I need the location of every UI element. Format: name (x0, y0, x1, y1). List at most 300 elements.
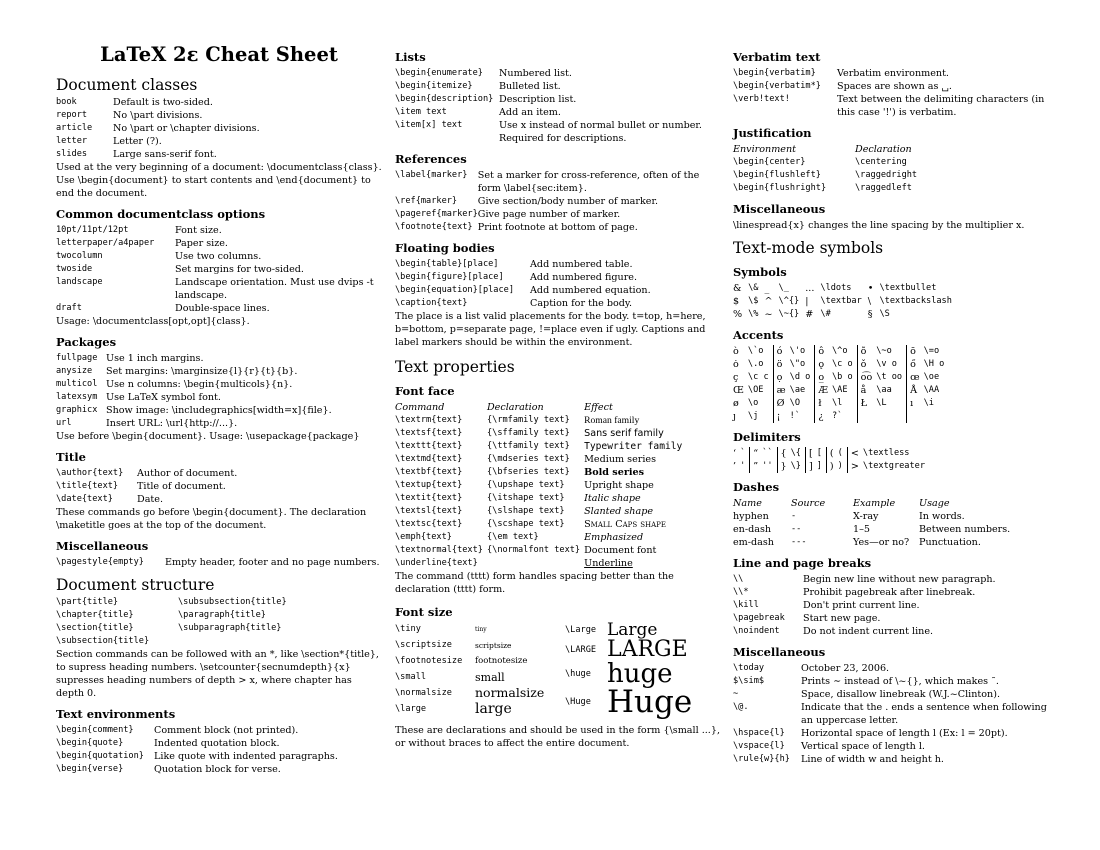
floats-note: The place is a list valid placements for the body. t=top, h=here, b=bottom, p=separate page, !=place even if ugly. Captions and label markers should be within the environment. (395, 311, 706, 348)
table-row (56, 352, 332, 365)
description-cell: Show image: \includegraphics[width=x]{file}. (106, 405, 332, 416)
table-row (395, 505, 686, 518)
command-cell: \i (923, 398, 934, 408)
table-row (733, 93, 1059, 119)
symbols-table (733, 282, 958, 321)
table-row (733, 371, 948, 384)
verbatim-table (733, 67, 1059, 119)
size-command: \normalsize (395, 687, 452, 698)
description-cell: Don't print current line. (803, 600, 920, 611)
description-cell: Default is two-sided. (113, 97, 213, 108)
table-cell: \textit{text} (395, 493, 463, 503)
command-cell: `` (762, 448, 773, 458)
description-cell: Comment block (not printed). (154, 725, 299, 736)
command-cell: \ae (789, 385, 806, 395)
justif-table (733, 143, 917, 195)
table-cell: \begin{flushleft} (733, 170, 821, 180)
table-row (733, 662, 1059, 675)
command-cell: \begin{verse} (56, 764, 124, 774)
command-cell: anysize (56, 366, 93, 376)
table-row (395, 453, 686, 466)
glyph-cell: ^ (764, 296, 773, 307)
table-cell: \textbf{text} (395, 467, 463, 477)
command-cell: \@. (733, 702, 749, 712)
command-cell: \item[x] text (395, 120, 463, 130)
table-row (733, 410, 948, 423)
glyph-cell: ọ (773, 371, 790, 384)
command-cell: \chapter{title} (56, 610, 134, 620)
command-cell: \today (733, 663, 765, 673)
glyph-cell: å (857, 384, 876, 397)
command-cell: \b o (831, 372, 853, 382)
description-cell: Give page number of marker. (477, 209, 621, 220)
column-header: Declaration (486, 402, 544, 413)
table-row (56, 365, 332, 378)
command-cell: latexsym (56, 392, 98, 402)
column-header: Name (733, 498, 762, 509)
glyph-cell: ’ (733, 461, 737, 472)
description-cell: Prints ∼ instead of \~{}, which makes ˜. (801, 676, 999, 687)
glyph-cell: ... (805, 283, 815, 294)
options-note: Usage: \documentclass[opt,opt]{class}. (56, 316, 250, 327)
heading-delimiters: Delimiters (733, 430, 801, 444)
table-row (395, 195, 721, 208)
table-cell: {\itshape text} (486, 493, 565, 503)
table-row (395, 271, 651, 284)
table-row (56, 302, 382, 315)
table-cell: \begin{center} (733, 157, 806, 167)
fontface-note: The command (tttt) form handles spacing better than the declaration (tttt) form. (395, 571, 674, 595)
section-delimiters (733, 430, 1059, 473)
heading-references: References (395, 152, 467, 166)
glyph-cell: ö (773, 358, 790, 371)
command-cell: \$ (748, 296, 759, 306)
command-cell: \textbackslash (879, 296, 952, 306)
table-row (733, 358, 948, 371)
header-row (733, 497, 1010, 510)
table-row (733, 397, 948, 410)
table-row (395, 479, 686, 492)
heading-misc-3: Miscellaneous (733, 645, 826, 659)
table-cell: Emphasized (584, 532, 644, 543)
table-row (733, 447, 929, 460)
glyph-cell: # (805, 309, 814, 320)
table-row (56, 148, 260, 161)
command-cell: \begin{verbatim} (733, 68, 816, 78)
description-cell: Text between the delimiting characters (in this case '!') is verbatim. (837, 94, 1045, 118)
heading-floats: Floating bodies (395, 241, 495, 255)
glyph-cell: ı (907, 397, 924, 410)
table-row (395, 106, 721, 119)
floats-table (395, 258, 651, 310)
heading-font-face: Font face (395, 384, 455, 398)
command-cell: \`o (747, 346, 764, 356)
table-cell: \underline{text} (395, 558, 478, 568)
table-row (56, 609, 287, 622)
command-cell: 10pt/11pt/12pt (56, 225, 129, 235)
section-misc-1 (56, 539, 382, 569)
description-cell: \subsubsection{title} (178, 597, 287, 607)
table-row (565, 687, 692, 718)
table-cell: Punctuation. (919, 537, 981, 548)
table-row (395, 93, 721, 106)
column-header: Source (791, 498, 826, 509)
table-row (733, 345, 948, 358)
command-cell: draft (56, 303, 82, 313)
description-cell: Use 1 inch margins. (106, 353, 204, 364)
size-command: \Huge (565, 697, 591, 707)
command-cell: \begin{comment} (56, 725, 134, 735)
description-cell: Add an item. (499, 107, 561, 118)
table-row (56, 467, 237, 480)
glyph-cell: ( (826, 447, 837, 460)
heading-text-mode-symbols: Text-mode symbols (733, 239, 884, 257)
command-cell: graphicx (56, 405, 98, 415)
description-cell: Horizontal space of length l (Ex: l = 20pt). (801, 728, 1008, 739)
table-row (56, 276, 382, 302)
glyph-cell: Ł (857, 397, 876, 410)
size-sample: huge (607, 659, 673, 689)
description-cell: Set a marker for cross-reference, often of the form \label{sec:item}. (477, 170, 700, 194)
command-cell: \begin{equation}[place] (395, 285, 514, 295)
table-row (733, 67, 1059, 80)
table-row (395, 544, 686, 557)
command-cell: report (56, 110, 88, 120)
table-cell: \textup{text} (395, 480, 463, 490)
column-3 (733, 50, 1059, 773)
table-cell: Underline (584, 558, 633, 569)
description-cell: Empty header, footer and no page numbers. (165, 557, 380, 568)
command-cell: \OE (747, 385, 764, 395)
table-cell: Yes—or no? (853, 537, 910, 548)
table-cell: -- (791, 524, 802, 534)
glyph-cell: Æ (815, 384, 832, 397)
table-cell: Bold series (584, 467, 645, 478)
misc-1-table (56, 556, 380, 569)
docclasses-table (56, 96, 260, 161)
glyph-cell: ¡ (773, 410, 790, 423)
glyph-cell: ] (805, 460, 816, 473)
fontsize-right (565, 622, 692, 718)
command-cell: ) (837, 461, 843, 471)
glyph-cell: ç (733, 372, 739, 383)
command-cell: \j (747, 411, 759, 421)
command-cell: ` (740, 448, 746, 458)
heading-verbatim: Verbatim text (733, 50, 821, 64)
table-cell: {\upshape text} (486, 480, 565, 490)
column-header: Example (853, 498, 896, 509)
glyph-cell: { (777, 447, 791, 460)
table-cell: {\ttfamily text} (486, 441, 570, 451)
column-header: Environment (733, 144, 797, 155)
column-2 (395, 50, 721, 757)
command-cell: \^o (831, 346, 848, 356)
glyph-cell: ó (773, 345, 790, 358)
command-cell: \rule{w}{h} (733, 754, 790, 764)
size-command: \tiny (395, 624, 421, 635)
table-row (395, 427, 686, 440)
table-cell: \textmd{text} (395, 454, 463, 464)
table-row (56, 596, 287, 609)
command-cell: \part{title} (56, 597, 119, 607)
command-cell: \c c (747, 372, 769, 382)
description-cell: Start new page. (803, 613, 881, 624)
table-row (395, 297, 651, 310)
table-row (56, 391, 332, 404)
table-row (56, 109, 260, 122)
command-cell: \'o (789, 346, 806, 356)
description-cell: Title of document. (137, 481, 226, 492)
glyph-cell: [ (805, 447, 816, 460)
command-cell: \textless (862, 448, 910, 458)
description-cell: Line of width w and height h. (801, 754, 944, 765)
command-cell: \footnote{text} (395, 222, 473, 232)
table-row (733, 460, 929, 473)
fontsize-left (395, 622, 565, 718)
table-row (733, 80, 1059, 93)
misc-2-text: \linespread{x} changes the line spacing by the multiplier x. (733, 220, 1025, 231)
title-note: These commands go before \begin{document}. The declaration \maketitle goes at the top of the document. (56, 507, 367, 531)
size-command: \large (395, 703, 427, 714)
table-cell: {\slshape text} (486, 506, 565, 516)
glyph-cell: Å (907, 384, 924, 397)
description-cell: Large sans-serif font. (113, 149, 217, 160)
table-row (733, 675, 1059, 688)
table-cell: In words. (919, 511, 965, 522)
column-header: Declaration (855, 144, 912, 155)
table-cell: Italic shape (584, 493, 641, 504)
heading-symbols: Symbols (733, 265, 787, 279)
section-font-size (395, 605, 721, 750)
table-row (395, 654, 565, 670)
textenv-table (56, 724, 338, 776)
command-cell: ' (740, 461, 746, 471)
table-row (395, 492, 686, 505)
dashes-table (733, 497, 1010, 549)
table-row (395, 284, 651, 297)
refs-table (395, 169, 721, 234)
size-sample: scriptsize (475, 640, 512, 650)
table-row (733, 625, 996, 638)
glyph-cell (907, 410, 924, 423)
size-sample: Huge (607, 684, 693, 720)
description-cell: October 23, 2006. (801, 663, 890, 674)
table-row (733, 753, 1059, 766)
description-cell: Use LaTeX symbol font. (106, 392, 221, 403)
table-row (395, 701, 565, 718)
glyph-cell: ¿ (815, 410, 832, 423)
size-sample: LARGE (607, 637, 688, 662)
table-cell: en-dash (733, 524, 772, 535)
heading-accents: Accents (733, 328, 784, 342)
command-cell: \begin{itemize} (395, 81, 473, 91)
options-table (56, 224, 382, 315)
description-cell: Add numbered figure. (530, 272, 638, 283)
glyph-cell: ‘ (733, 448, 737, 459)
accents-table (733, 345, 948, 423)
command-cell: [ (816, 448, 822, 458)
glyph-cell: ȯ (733, 359, 739, 370)
heading-text-environments: Text environments (56, 707, 176, 721)
heading-document-structure: Document structure (56, 576, 215, 594)
description-cell: Vertical space of length l. (801, 741, 925, 752)
command-cell: \begin{table}[place] (395, 259, 499, 269)
command-cell: multicol (56, 379, 98, 389)
table-row (395, 67, 721, 80)
heading-lists: Lists (395, 50, 426, 64)
table-cell: \textsc{text} (395, 519, 463, 529)
table-row (395, 440, 686, 453)
docstruct-note: Section commands can be followed with an *, like \section*{title}, to supress heading numbers. \setcounter{secnumdepth}{x} supresses heading numbers of depth > x, where chapter has depth 0. (56, 649, 379, 699)
section-text-properties (395, 358, 721, 377)
command-cell: \O (789, 398, 801, 408)
description-cell: Add numbered table. (530, 259, 633, 270)
packages-table (56, 352, 332, 430)
table-row (733, 599, 996, 612)
command-cell: \noindent (733, 626, 780, 636)
command-cell (876, 410, 906, 423)
command-cell: article (56, 123, 93, 133)
table-row (56, 96, 260, 109)
command-cell: \caption{text} (395, 298, 468, 308)
glyph-cell: § (867, 309, 873, 320)
description-cell: Bulleted list. (499, 81, 561, 92)
command-cell: \subsection{title} (56, 636, 150, 646)
command-cell: \textgreater (862, 461, 925, 471)
table-cell: \centering (855, 157, 907, 167)
table-cell: - (791, 511, 797, 521)
section-misc-3 (733, 645, 1059, 766)
table-row (56, 493, 237, 506)
table-cell: \emph{text} (395, 532, 452, 542)
glyph-cell: } (777, 460, 791, 473)
command-cell: \section{title} (56, 623, 134, 633)
table-row (733, 740, 1059, 753)
command-cell: ~ (733, 689, 739, 699)
table-row (733, 586, 996, 599)
command-cell: \AA (923, 385, 940, 395)
delims-table (733, 447, 929, 473)
description-cell: Do not indent current line. (803, 626, 934, 637)
command-cell: letter (56, 136, 88, 146)
description-cell: Paper size. (175, 238, 228, 249)
command-cell: \author{text} (56, 468, 124, 478)
glyph-cell: ō (907, 345, 924, 358)
table-row (56, 263, 382, 276)
title-table (56, 467, 237, 506)
glyph-cell: Œ (733, 385, 744, 396)
heading-justification: Justification (733, 126, 812, 140)
command-cell: \hspace{l} (733, 728, 785, 738)
description-cell: Prohibit pagebreak after linebreak. (803, 587, 976, 598)
table-row (395, 169, 721, 195)
table-cell: Medium series (584, 454, 657, 465)
command-cell: \oe (923, 372, 940, 382)
command-cell: slides (56, 149, 88, 159)
command-cell: \~o (876, 346, 892, 356)
description-cell: Use two columns. (175, 251, 262, 262)
size-command: \LARGE (565, 644, 597, 655)
command-cell: \L (876, 398, 887, 408)
section-references (395, 152, 721, 234)
misc-3-table (733, 662, 1059, 766)
table-row (395, 557, 686, 570)
packages-note: Use before \begin{document}. Usage: \usepackage{package} (56, 431, 360, 442)
fontsize-note: These are declarations and should be used in the form {\small ...}, or without braces to affect the entire document. (395, 725, 721, 749)
description-cell: Set margins for two-sided. (175, 264, 304, 275)
command-cell: \~{} (778, 309, 800, 319)
size-sample: Large (607, 620, 658, 640)
section-symbols (733, 265, 1059, 321)
size-command: \Large (565, 625, 597, 635)
table-cell: \raggedleft (855, 183, 912, 193)
table-row (56, 250, 382, 263)
table-cell: Sans serif family (584, 428, 664, 439)
heading-packages: Packages (56, 335, 117, 349)
section-misc-2 (733, 202, 1059, 232)
table-row (395, 622, 565, 638)
glyph-cell: ) (826, 460, 837, 473)
description-cell: Spaces are shown as ␣. (837, 81, 952, 92)
table-cell (487, 557, 584, 570)
table-cell: {\scshape text} (486, 519, 565, 529)
section-verbatim (733, 50, 1059, 119)
breaks-table (733, 573, 996, 638)
table-row (56, 750, 338, 763)
table-cell: {\sffamily text} (486, 428, 570, 438)
description-cell: Author of document. (137, 468, 238, 479)
size-command: \huge (565, 668, 591, 679)
description-cell: Print footnote at bottom of page. (477, 222, 638, 233)
table-cell: \textrm{text} (395, 415, 463, 425)
size-sample: normalsize (475, 684, 545, 700)
table-row (395, 531, 686, 544)
heading-font-size: Font size (395, 605, 453, 619)
glyph-cell: | (805, 296, 809, 307)
description-cell: No \part divisions. (113, 110, 203, 121)
table-cell: Typewriter family (584, 441, 683, 452)
description-cell: Verbatim environment. (837, 68, 949, 79)
command-cell: \pageref{marker} (395, 209, 478, 219)
sheet-title: LaTeX 2ε Cheat Sheet (100, 43, 338, 66)
size-command: \scriptsize (395, 640, 452, 651)
command-cell: \kill (733, 600, 759, 610)
glyph-cell: o͡o (857, 371, 876, 384)
section-justification (733, 126, 1059, 195)
table-row (733, 510, 1010, 523)
command-cell: \item text (395, 107, 447, 117)
description-cell: Give section/body number of marker. (477, 196, 659, 207)
glyph-cell: & (733, 283, 742, 294)
glyph-cell: Ø (773, 397, 790, 410)
table-row (395, 518, 686, 531)
table-row (56, 404, 332, 417)
table-row (733, 612, 996, 625)
section-options (56, 207, 382, 328)
section-text-mode-symbols (733, 239, 1059, 258)
command-cell: \o (747, 398, 759, 408)
heading-text-properties: Text properties (395, 358, 515, 376)
table-cell: \texttt{text} (395, 441, 463, 451)
heading-breaks: Line and page breaks (733, 556, 872, 570)
command-cell: \aa (876, 385, 892, 395)
heading-misc-2: Miscellaneous (733, 202, 826, 216)
section-dashes (733, 480, 1059, 549)
column-header: Effect (584, 402, 613, 413)
table-row (733, 727, 1059, 740)
description-cell: Indented quotation block. (154, 738, 280, 749)
command-cell: \label{marker} (395, 170, 468, 180)
